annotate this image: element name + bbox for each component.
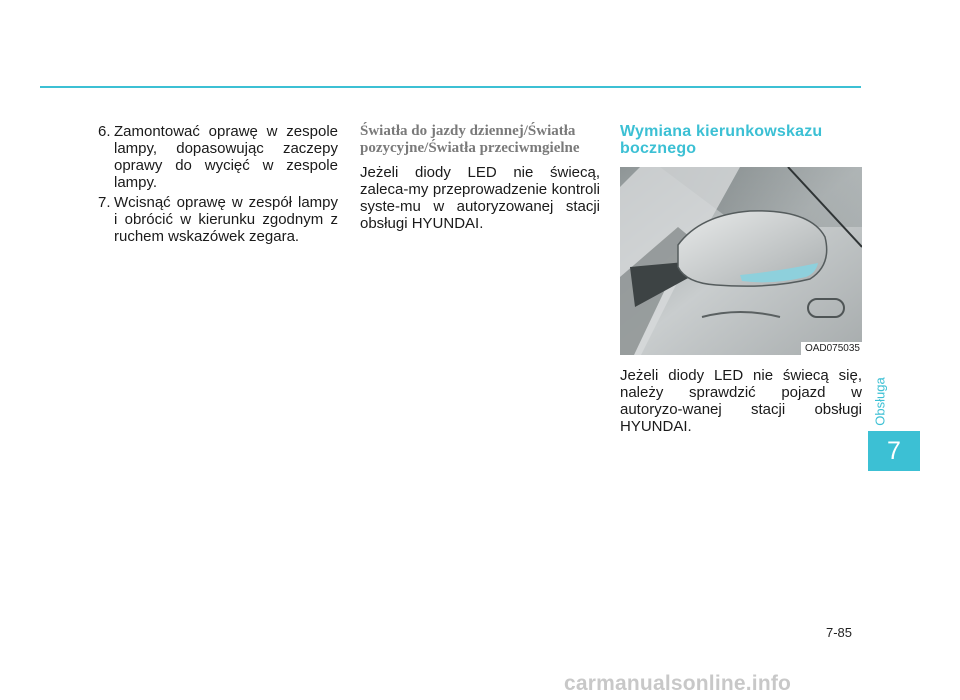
side-repeater-body-text: Jeżeli diody LED nie świecą się, należy sprawdzić pojazd w autoryzo-wanej stacji obsługi HYUNDAI. [620,367,862,435]
step-number: 6. [98,123,111,140]
step-number: 7. [98,194,111,211]
step-text: Zamontować oprawę w zespole lampy, dopasowując zaczepy oprawy do wycięć w zespole lampy. [114,123,338,191]
right-column [620,123,862,435]
page-number: 7-85 [826,625,853,640]
drl-body-text: Jeżeli diody LED nie świecą, zaleca-my przeprowadzenie kontroli syste-mu w autoryzowanej stacji obsługi HYUNDAI. [360,164,600,232]
step-item [98,123,338,191]
step-text: Wcisnąć oprawę w zespół lampy i obrócić w kierunku zgodnym z ruchem wskazówek zegara. [114,194,338,245]
top-rule [40,86,861,88]
side-mirror-photo [620,167,862,355]
chapter-number-badge: 7 [868,431,920,471]
side-mirror-illustration [620,167,862,355]
drl-heading: Światła do jazdy dziennej/Światła pozycyjne/Światła przeciwmgielne [360,123,580,156]
section-tab-label [872,372,889,430]
image-code-label: OAD075035 [801,342,862,355]
watermark: carmanualsonline.info [564,672,792,695]
section-tab-text: Obsługa [873,376,889,426]
side-repeater-heading: Wymiana kierunkowskazu bocznego [620,123,823,157]
step-item [98,194,338,245]
left-column [98,123,338,248]
middle-column [360,123,600,232]
